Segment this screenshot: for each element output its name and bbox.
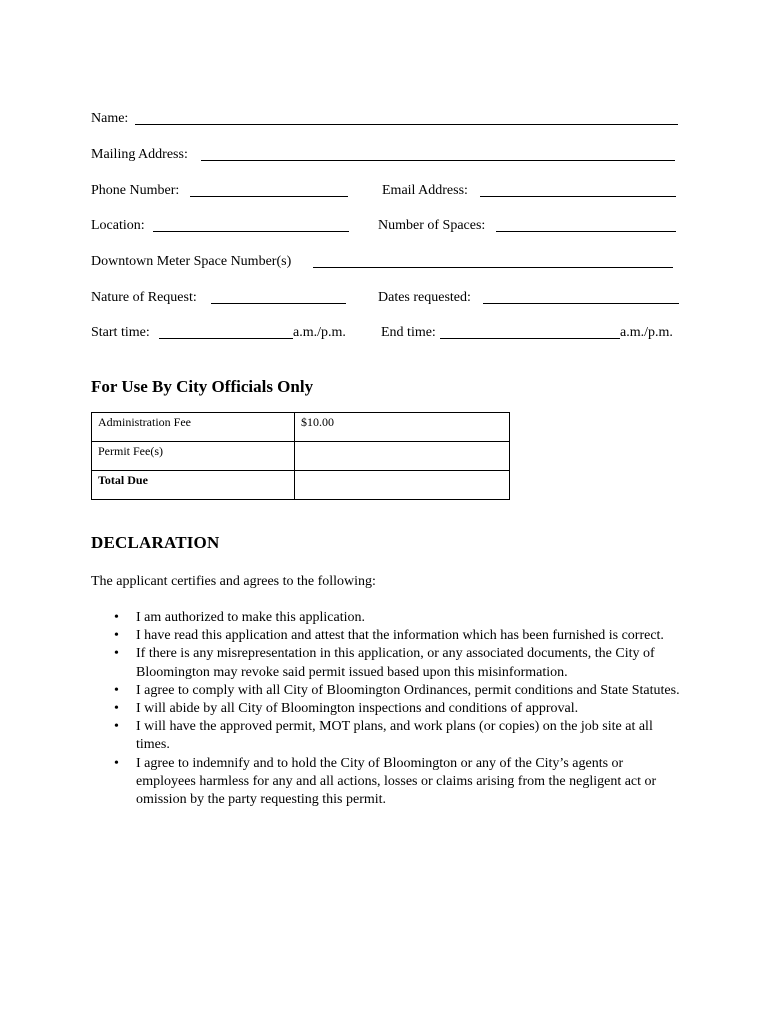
declaration-list: [91, 609, 691, 809]
declaration-item-text: I will have the approved permit, MOT plans, and work plans (or copies) on the job site at all times.: [136, 719, 653, 753]
phone-number-label: Phone Number:: [91, 183, 180, 198]
list-item: [91, 645, 686, 681]
start-time-ampm: a.m./p.m.: [293, 325, 346, 340]
list-item: [91, 609, 686, 627]
list-item: [91, 627, 686, 645]
mailing-address-row: [91, 145, 681, 165]
bullet-icon: •: [114, 719, 119, 735]
bullet-icon: •: [114, 682, 119, 698]
dates-requested-label: Dates requested:: [378, 290, 471, 305]
declaration-heading: DECLARATION: [91, 533, 220, 552]
location-label: Location:: [91, 218, 145, 233]
nature-of-request-label: Nature of Request:: [91, 290, 197, 305]
meter-space-field[interactable]: [313, 267, 673, 268]
table-row: [92, 471, 510, 500]
number-of-spaces-field[interactable]: [496, 231, 676, 232]
location-spaces-row: [91, 216, 681, 236]
bullet-icon: •: [114, 610, 119, 625]
start-time-label: Start time:: [91, 325, 150, 340]
end-time-label: End time:: [381, 325, 436, 340]
nature-dates-row: [91, 288, 681, 308]
email-address-label: Email Address:: [382, 183, 468, 198]
declaration-item-text: I agree to comply with all City of Bloomington Ordinances, permit conditions and State Statutes.: [136, 682, 680, 698]
number-of-spaces-label: Number of Spaces:: [378, 218, 486, 233]
list-item: [91, 718, 686, 754]
end-time-field[interactable]: [440, 338, 620, 339]
fee-label: Administration Fee: [92, 413, 295, 442]
phone-email-row: [91, 181, 681, 201]
table-row: [92, 442, 510, 471]
declaration-item-text: I agree to indemnify and to hold the City of Bloomington or any of the City’s agents or employees harmless for any and all actions, losses or claims arising from the negligent act or omission by the party requesting this permit.: [136, 755, 657, 808]
dates-requested-field[interactable]: [483, 303, 679, 304]
mailing-address-field[interactable]: [201, 160, 675, 161]
bullet-icon: •: [114, 755, 119, 771]
start-time-field[interactable]: [159, 338, 293, 339]
fee-value[interactable]: [295, 442, 510, 471]
mailing-address-label: Mailing Address:: [91, 147, 188, 162]
bullet-icon: •: [114, 646, 119, 662]
fee-value: $10.00: [295, 413, 510, 442]
name-field[interactable]: [135, 124, 678, 125]
declaration-intro: The applicant certifies and agrees to the following:: [91, 574, 376, 589]
phone-number-field[interactable]: [190, 196, 348, 197]
location-field[interactable]: [153, 231, 349, 232]
meter-space-row: [91, 252, 681, 272]
officials-heading: For Use By City Officials Only: [91, 377, 314, 396]
total-due-value[interactable]: [295, 471, 510, 500]
fees-table: [91, 412, 510, 500]
bullet-icon: •: [114, 628, 119, 644]
list-item: [91, 755, 686, 810]
start-end-time-row: [91, 323, 681, 343]
bullet-icon: •: [114, 701, 119, 717]
table-row: [92, 413, 510, 442]
meter-space-label: Downtown Meter Space Number(s): [91, 254, 292, 269]
name-row: [91, 109, 681, 129]
nature-of-request-field[interactable]: [211, 303, 346, 304]
email-address-field[interactable]: [480, 196, 676, 197]
list-item: [91, 700, 686, 718]
end-time-ampm: a.m./p.m.: [620, 325, 673, 340]
declaration-item-text: I am authorized to make this application.: [136, 610, 365, 625]
list-item: [91, 682, 686, 700]
total-due-label: Total Due: [92, 471, 295, 500]
declaration-item-text: I have read this application and attest that the information which has been furnished is correct.: [136, 628, 664, 644]
declaration-item-text: I will abide by all City of Bloomington inspections and conditions of approval.: [136, 701, 579, 717]
declaration-item-text: If there is any misrepresentation in this application, or any associated documents, the City of Bloomington may revoke said permit issued based upon this misinformation.: [136, 646, 655, 680]
fee-label: Permit Fee(s): [92, 442, 295, 471]
name-label: Name:: [91, 111, 129, 126]
